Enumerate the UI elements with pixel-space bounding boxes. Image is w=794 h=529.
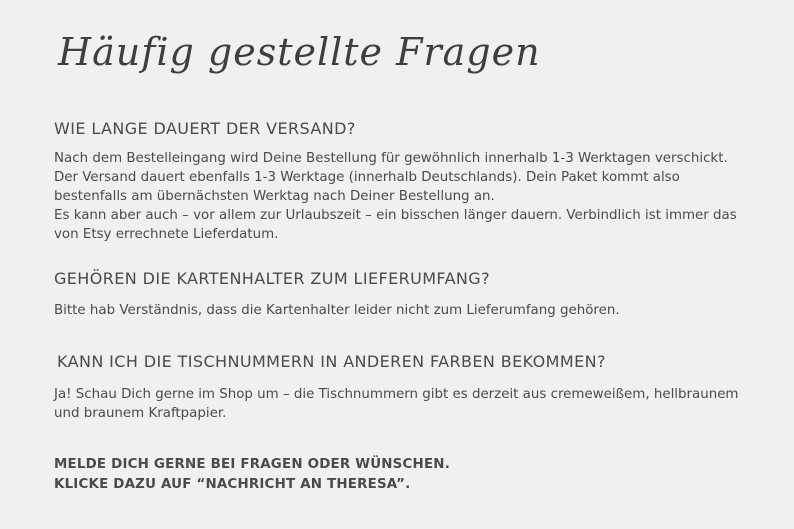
faq-question-shipping: WIE LANGE DAUERT DER VERSAND? — [54, 119, 356, 138]
faq-answer-colors — [54, 385, 744, 423]
faq-answer-paragraph: Bitte hab Verständnis, dass die Kartenhalter leider nicht zum Lieferumfang gehören. — [54, 303, 620, 318]
faq-answer-paragraph: Es kann aber auch – vor allem zur Urlaubszeit – ein bisschen länger dauern. Verbindlich ist immer das von Etsy errechnete Lieferdatum. — [54, 208, 737, 242]
page-title: Häufig gestellte Fragen — [58, 30, 541, 74]
faq-answer-card-holders — [54, 301, 744, 320]
faq-answer-paragraph: Ja! Schau Dich gerne im Shop um – die Tischnummern gibt es derzeit aus cremeweißem, hellbraunem und braunem Kraftpapier. — [54, 387, 739, 421]
closing-line: MELDE DICH GERNE BEI FRAGEN ODER WÜNSCHEN. — [54, 457, 451, 472]
faq-answer-shipping — [54, 149, 744, 244]
closing-line: KLICKE DAZU AUF “NACHRICHT AN THERESA”. — [54, 477, 411, 492]
faq-question-colors: KANN ICH DIE TISCHNUMMERN IN ANDEREN FARBEN BEKOMMEN? — [57, 352, 606, 371]
faq-question-card-holders: GEHÖREN DIE KARTENHALTER ZUM LIEFERUMFANG? — [54, 269, 490, 288]
closing-note — [54, 455, 450, 495]
faq-answer-paragraph: Nach dem Bestelleingang wird Deine Bestellung für gewöhnlich innerhalb 1-3 Werktagen verschickt. Der Versand dauert ebenfalls 1-3 Werktage (innerhalb Deutschlands). Dein Paket kommt also bestenfalls am übernächsten Werktag nach Deiner Bestellung an. — [54, 151, 728, 204]
